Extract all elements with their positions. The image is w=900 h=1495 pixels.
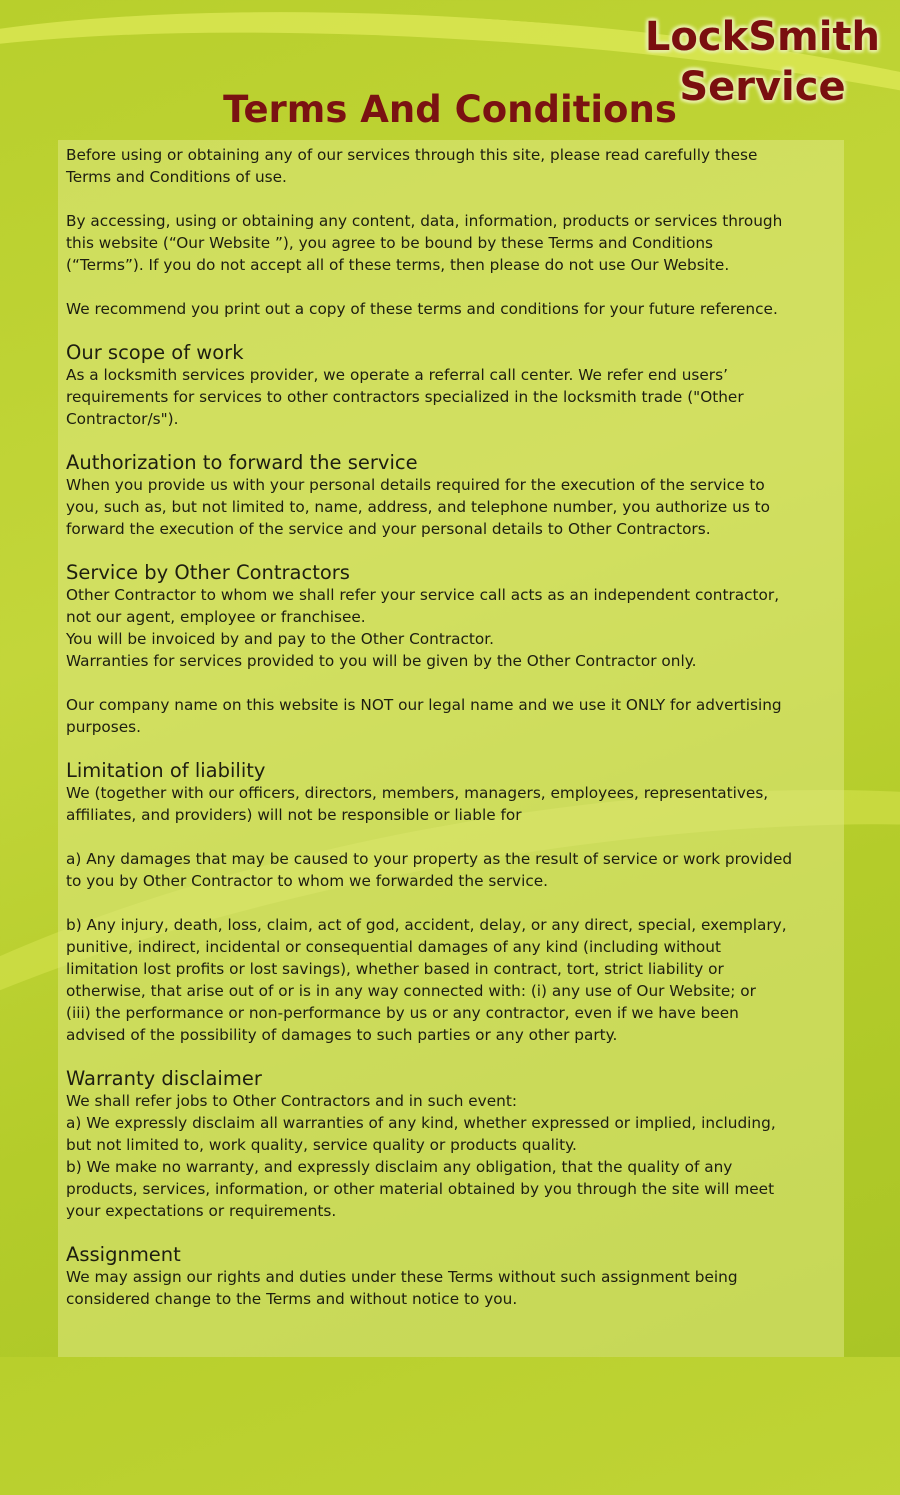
section-paragraph: We shall refer jobs to Other Contractors and in such event: a) We expressly disclaim all warranties of any kind, whether expressed or implied, including, but not limited to, work quality, service quality or products quality. b) We make no warranty, and expressly disclaim any obligation, that the quality of any products, services, information, or other material obtained by you through the site will meet your expectations or requirements. <box>66 1092 776 1220</box>
intro-paragraph: We recommend you print out a copy of these terms and conditions for your future reference. <box>66 300 778 318</box>
section-heading: Limitation of liability <box>66 759 266 782</box>
section <box>66 342 846 430</box>
section-paragraph: As a locksmith services provider, we operate a referral call center. We refer end users’ requirements for services to other contractors specialized in the locksmith trade ("Other Contractor/s"). <box>66 366 744 428</box>
section-paragraph: We may assign our rights and duties under these Terms without such assignment being considered change to the Terms and without notice to you. <box>66 1268 738 1308</box>
section <box>66 1068 846 1222</box>
section-paragraph: Our company name on this website is NOT our legal name and we use it ONLY for advertising purposes. <box>66 696 782 736</box>
logo-line1: LockSmith <box>644 14 880 60</box>
intro-paragraph: By accessing, using or obtaining any content, data, information, products or services through this website (“Our Website ”), you agree to be bound by these Terms and Conditions (“Terms”). If you do not accept all of these terms, then please do not use Our Website. <box>66 212 783 274</box>
logo-line2: Service <box>679 64 846 110</box>
section <box>66 760 846 1046</box>
section-paragraph: We (together with our officers, directors, members, managers, employees, representatives, affiliates, and providers) will not be responsible or liable for <box>66 784 769 824</box>
section <box>66 562 846 738</box>
section-paragraph: Other Contractor to whom we shall refer your service call acts as an independent contractor, not our agent, employee or franchisee. You will be invoiced by and pay to the Other Contractor. Warranties for services provided to you will be given by the Other Contractor only. <box>66 586 780 670</box>
section <box>66 1244 846 1310</box>
section-heading: Authorization to forward the service <box>66 451 418 474</box>
section-paragraph: a) Any damages that may be caused to your property as the result of service or work provided to you by Other Contractor to whom we forwarded the service. <box>66 850 793 890</box>
sections <box>66 342 846 1310</box>
section-heading: Our scope of work <box>66 341 244 364</box>
section-paragraph: When you provide us with your personal details required for the execution of the service to you, such as, but not limited to, name, address, and telephone number, you authorize us to forward the execution of the service and your personal details to Other Contractors. <box>66 476 771 538</box>
page-title: Terms And Conditions <box>223 88 677 131</box>
section-heading: Service by Other Contractors <box>66 561 350 584</box>
intro <box>66 144 846 320</box>
intro-paragraph: Before using or obtaining any of our services through this site, please read carefully these Terms and Conditions of use. <box>66 146 758 186</box>
section-heading: Assignment <box>66 1243 181 1266</box>
section-heading: Warranty disclaimer <box>66 1067 262 1090</box>
terms-content <box>66 144 846 1332</box>
section-paragraph: b) Any injury, death, loss, claim, act of god, accident, delay, or any direct, special, exemplary, punitive, indirect, incidental or consequential damages of any kind (including without limitation lost profits or lost savings), whether based in contract, tort, strict liability or otherwise, that arise out of or is in any way connected with: (i) any use of Our Website; or (iii) the performance or non-performance by us or any contractor, even if we have been advised of the possibility of damages to such parties or any other party. <box>66 916 787 1044</box>
section <box>66 452 846 540</box>
